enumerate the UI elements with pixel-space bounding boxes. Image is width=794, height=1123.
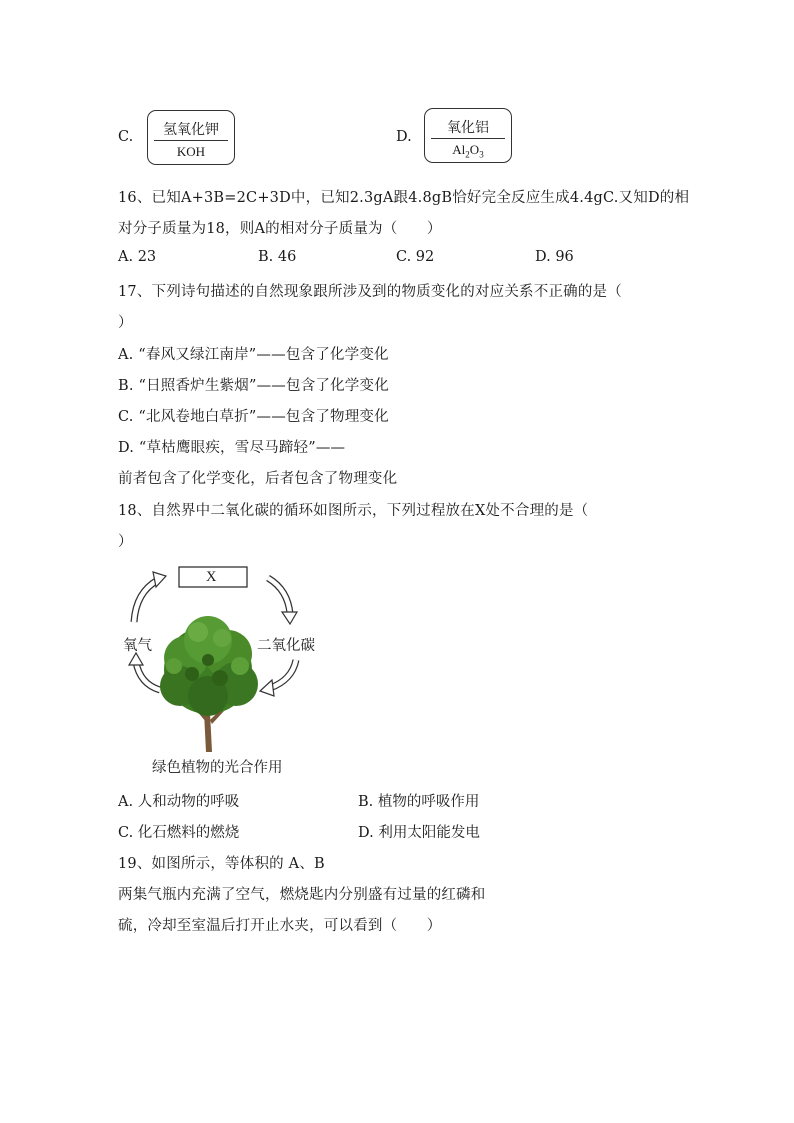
option-c-letter: C. xyxy=(118,129,134,145)
q19-stem-line2: 两集气瓶内充满了空气，燃烧匙内分别盛有过量的红磷和 xyxy=(118,887,486,903)
q18-stem-line2: ） xyxy=(118,534,133,550)
q18-option-c: C. 化石燃料的燃烧 xyxy=(118,825,240,841)
al2o3-divider xyxy=(431,138,505,139)
q17-stem-line1: 17、下列诗句描述的自然现象跟所涉及到的物质变化的对应关系不正确的是（ xyxy=(118,284,622,300)
q18-option-a: A. 人和动物的呼吸 xyxy=(118,794,240,810)
q17-option-d: D. “草枯鹰眼疾，雪尽马蹄轻”—— xyxy=(118,440,346,456)
q18-option-b: B. 植物的呼吸作用 xyxy=(358,794,480,810)
co2-label: 二氧化碳 xyxy=(257,638,315,654)
diagram-caption: 绿色植物的光合作用 xyxy=(152,760,283,776)
koh-divider xyxy=(154,140,228,141)
carbon-cycle-figure xyxy=(120,562,330,784)
q19-stem-line3: 硫，冷却至室温后打开止水夹，可以看到（ ） xyxy=(118,918,442,934)
q16-option-c: C. 92 xyxy=(396,249,435,265)
koh-name: 氢氧化钾 xyxy=(163,122,219,138)
al2o3-formula: $Al_2O_3$ xyxy=(452,142,484,160)
arrow-co2-to-tree xyxy=(260,680,274,696)
arrow-x-to-co2 xyxy=(282,612,297,624)
al2o3-name: 氧化铝 xyxy=(447,120,489,136)
q16-stem-line1: 16、已知A+3B=2C+3D中，已知2.3gA跟4.8gB恰好完全反应生成4.4gC.又知D的相 xyxy=(118,190,690,206)
q17-option-b: B. “日照香炉生紫烟”——包含了化学变化 xyxy=(118,378,389,394)
q17-option-d-cont: 前者包含了化学变化，后者包含了物理变化 xyxy=(118,471,398,487)
koh-formula: KOH xyxy=(176,144,206,159)
q18-option-d: D. 利用太阳能发电 xyxy=(358,825,480,841)
q16-option-b: B. 46 xyxy=(258,249,297,265)
tree-illustration xyxy=(160,616,258,752)
oxygen-label: 氧气 xyxy=(123,638,152,654)
al2o3-card xyxy=(424,108,512,163)
carbon-cycle-diagram xyxy=(120,562,330,784)
q18-stem-line1: 18、自然界中二氧化碳的循环如图所示，下列过程放在X处不合理的是（ xyxy=(118,503,589,519)
option-d-letter: D. xyxy=(396,129,412,145)
koh-card xyxy=(147,110,235,165)
q16-stem-line2: 对分子质量为18，则A的相对分子质量为（ ） xyxy=(118,221,442,237)
q16-option-d: D. 96 xyxy=(535,249,574,265)
q17-option-a: A. “春风又绿江南岸”——包含了化学变化 xyxy=(118,347,389,363)
q16-option-a: A. 23 xyxy=(118,249,157,265)
x-box-label: X xyxy=(206,569,217,585)
q17-option-c: C. “北风卷地白草折”——包含了物理变化 xyxy=(118,409,389,425)
q17-stem-line2: ） xyxy=(118,315,133,331)
q19-stem-line1: 19、如图所示，等体积的 A、B xyxy=(118,856,325,872)
